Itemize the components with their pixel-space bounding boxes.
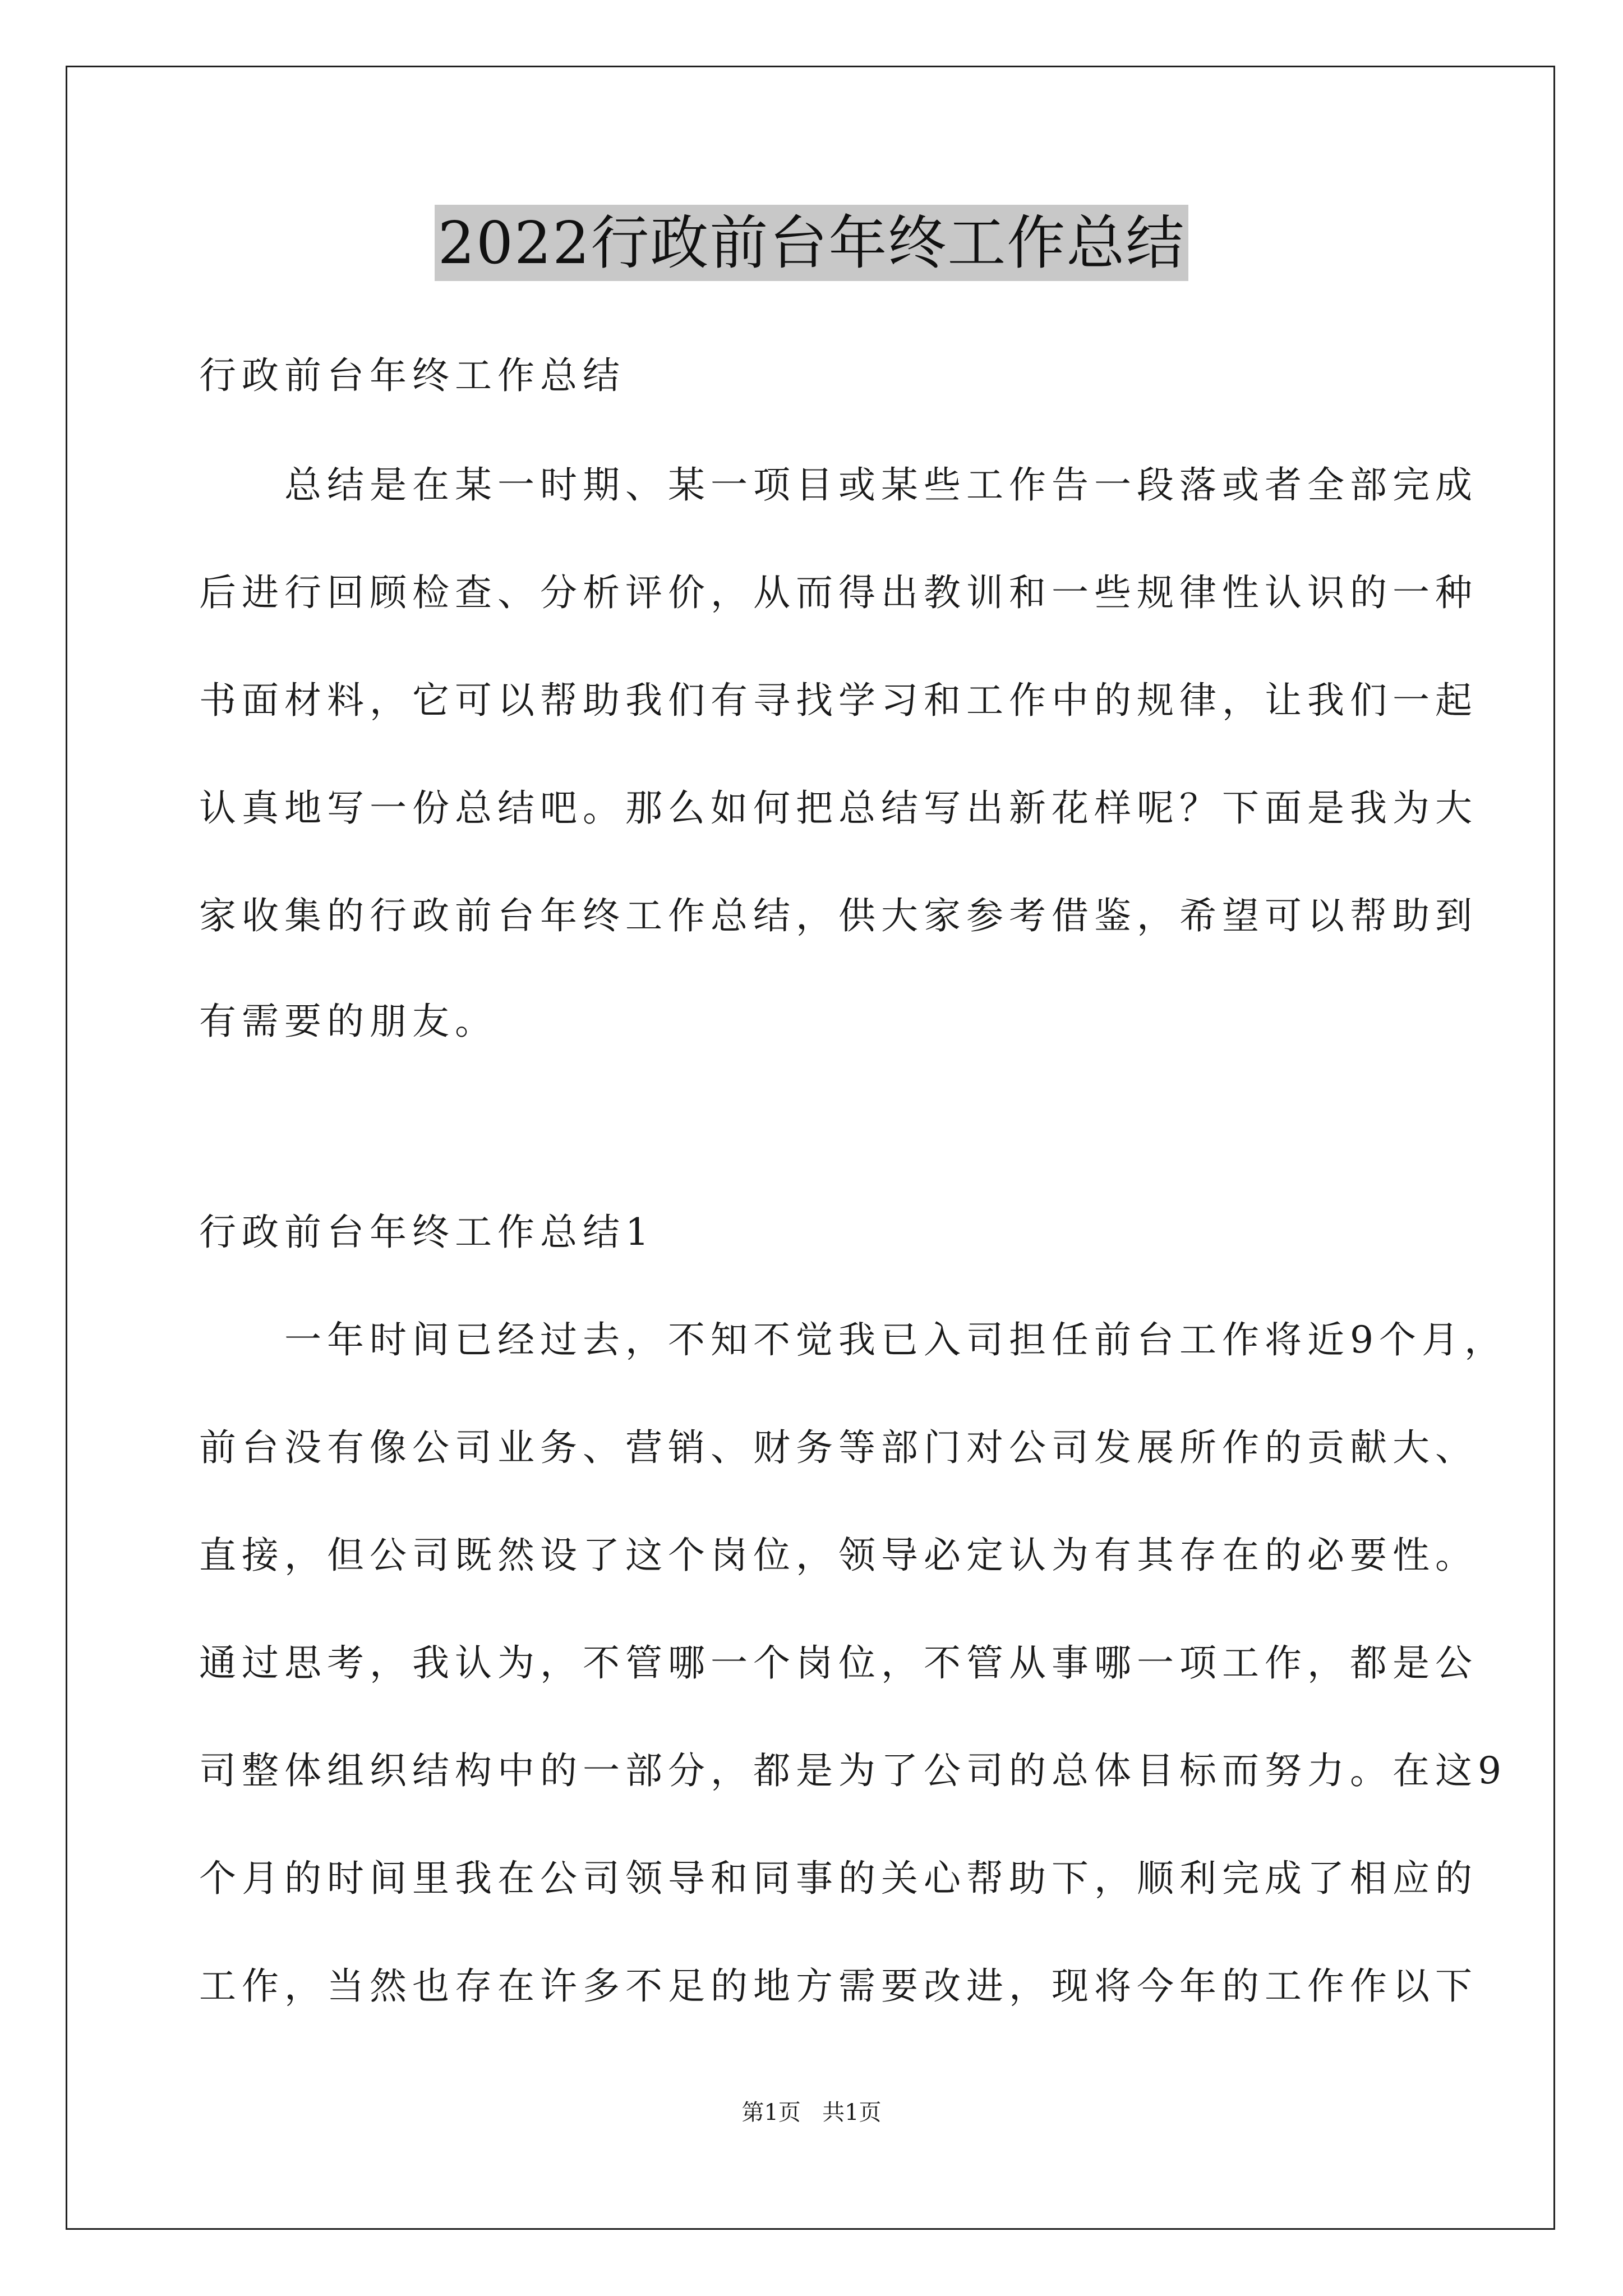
section-line: 直接，但公司既然设了这个岗位，领导必定认为有其存在的必要性。 [199,1534,1478,1577]
page-number-total: 共1页 [822,2100,882,2125]
section-line: 司整体组织结构中的一部分，都是为了公司的总体目标而努力。在这9 [199,1749,1507,1792]
intro-line: 总结是在某一时期、某一项目或某些工作告一段落或者全部完成 [199,463,1478,507]
section-line: 通过思考，我认为，不管哪一个岗位，不管从事哪一项工作，都是公 [199,1641,1478,1685]
intro-line: 后进行回顾检查、分析评价，从而得出教训和一些规律性认识的一种 [199,571,1478,614]
title-container [0,205,1623,281]
document-subtitle: 行政前台年终工作总结 [199,354,625,397]
section-line: 个月的时间里我在公司领导和同事的关心帮助下，顺利完成了相应的 [199,1857,1478,1900]
section-line: 一年时间已经过去，不知不觉我已入司担任前台工作将近9个月， [199,1318,1507,1361]
document-title: 2022行政前台年终工作总结 [435,205,1189,281]
intro-line: 认真地写一份总结吧。那么如何把总结写出新花样呢？下面是我为大 [199,786,1478,830]
intro-line: 有需要的朋友。 [199,1000,497,1043]
intro-line: 家收集的行政前台年终工作总结，供大家参考借鉴，希望可以帮助到 [199,894,1478,937]
section-heading: 行政前台年终工作总结1 [199,1211,654,1254]
page-number-current: 第1页 [741,2100,801,2125]
intro-line: 书面材料，它可以帮助我们有寻找学习和工作中的规律，让我们一起 [199,679,1478,722]
page-footer [0,2097,1623,2128]
section-line: 工作，当然也存在许多不足的地方需要改进，现将今年的工作作以下 [199,1964,1478,2008]
section-line: 前台没有像公司业务、营销、财务等部门对公司发展所作的贡献大、 [199,1426,1478,1469]
